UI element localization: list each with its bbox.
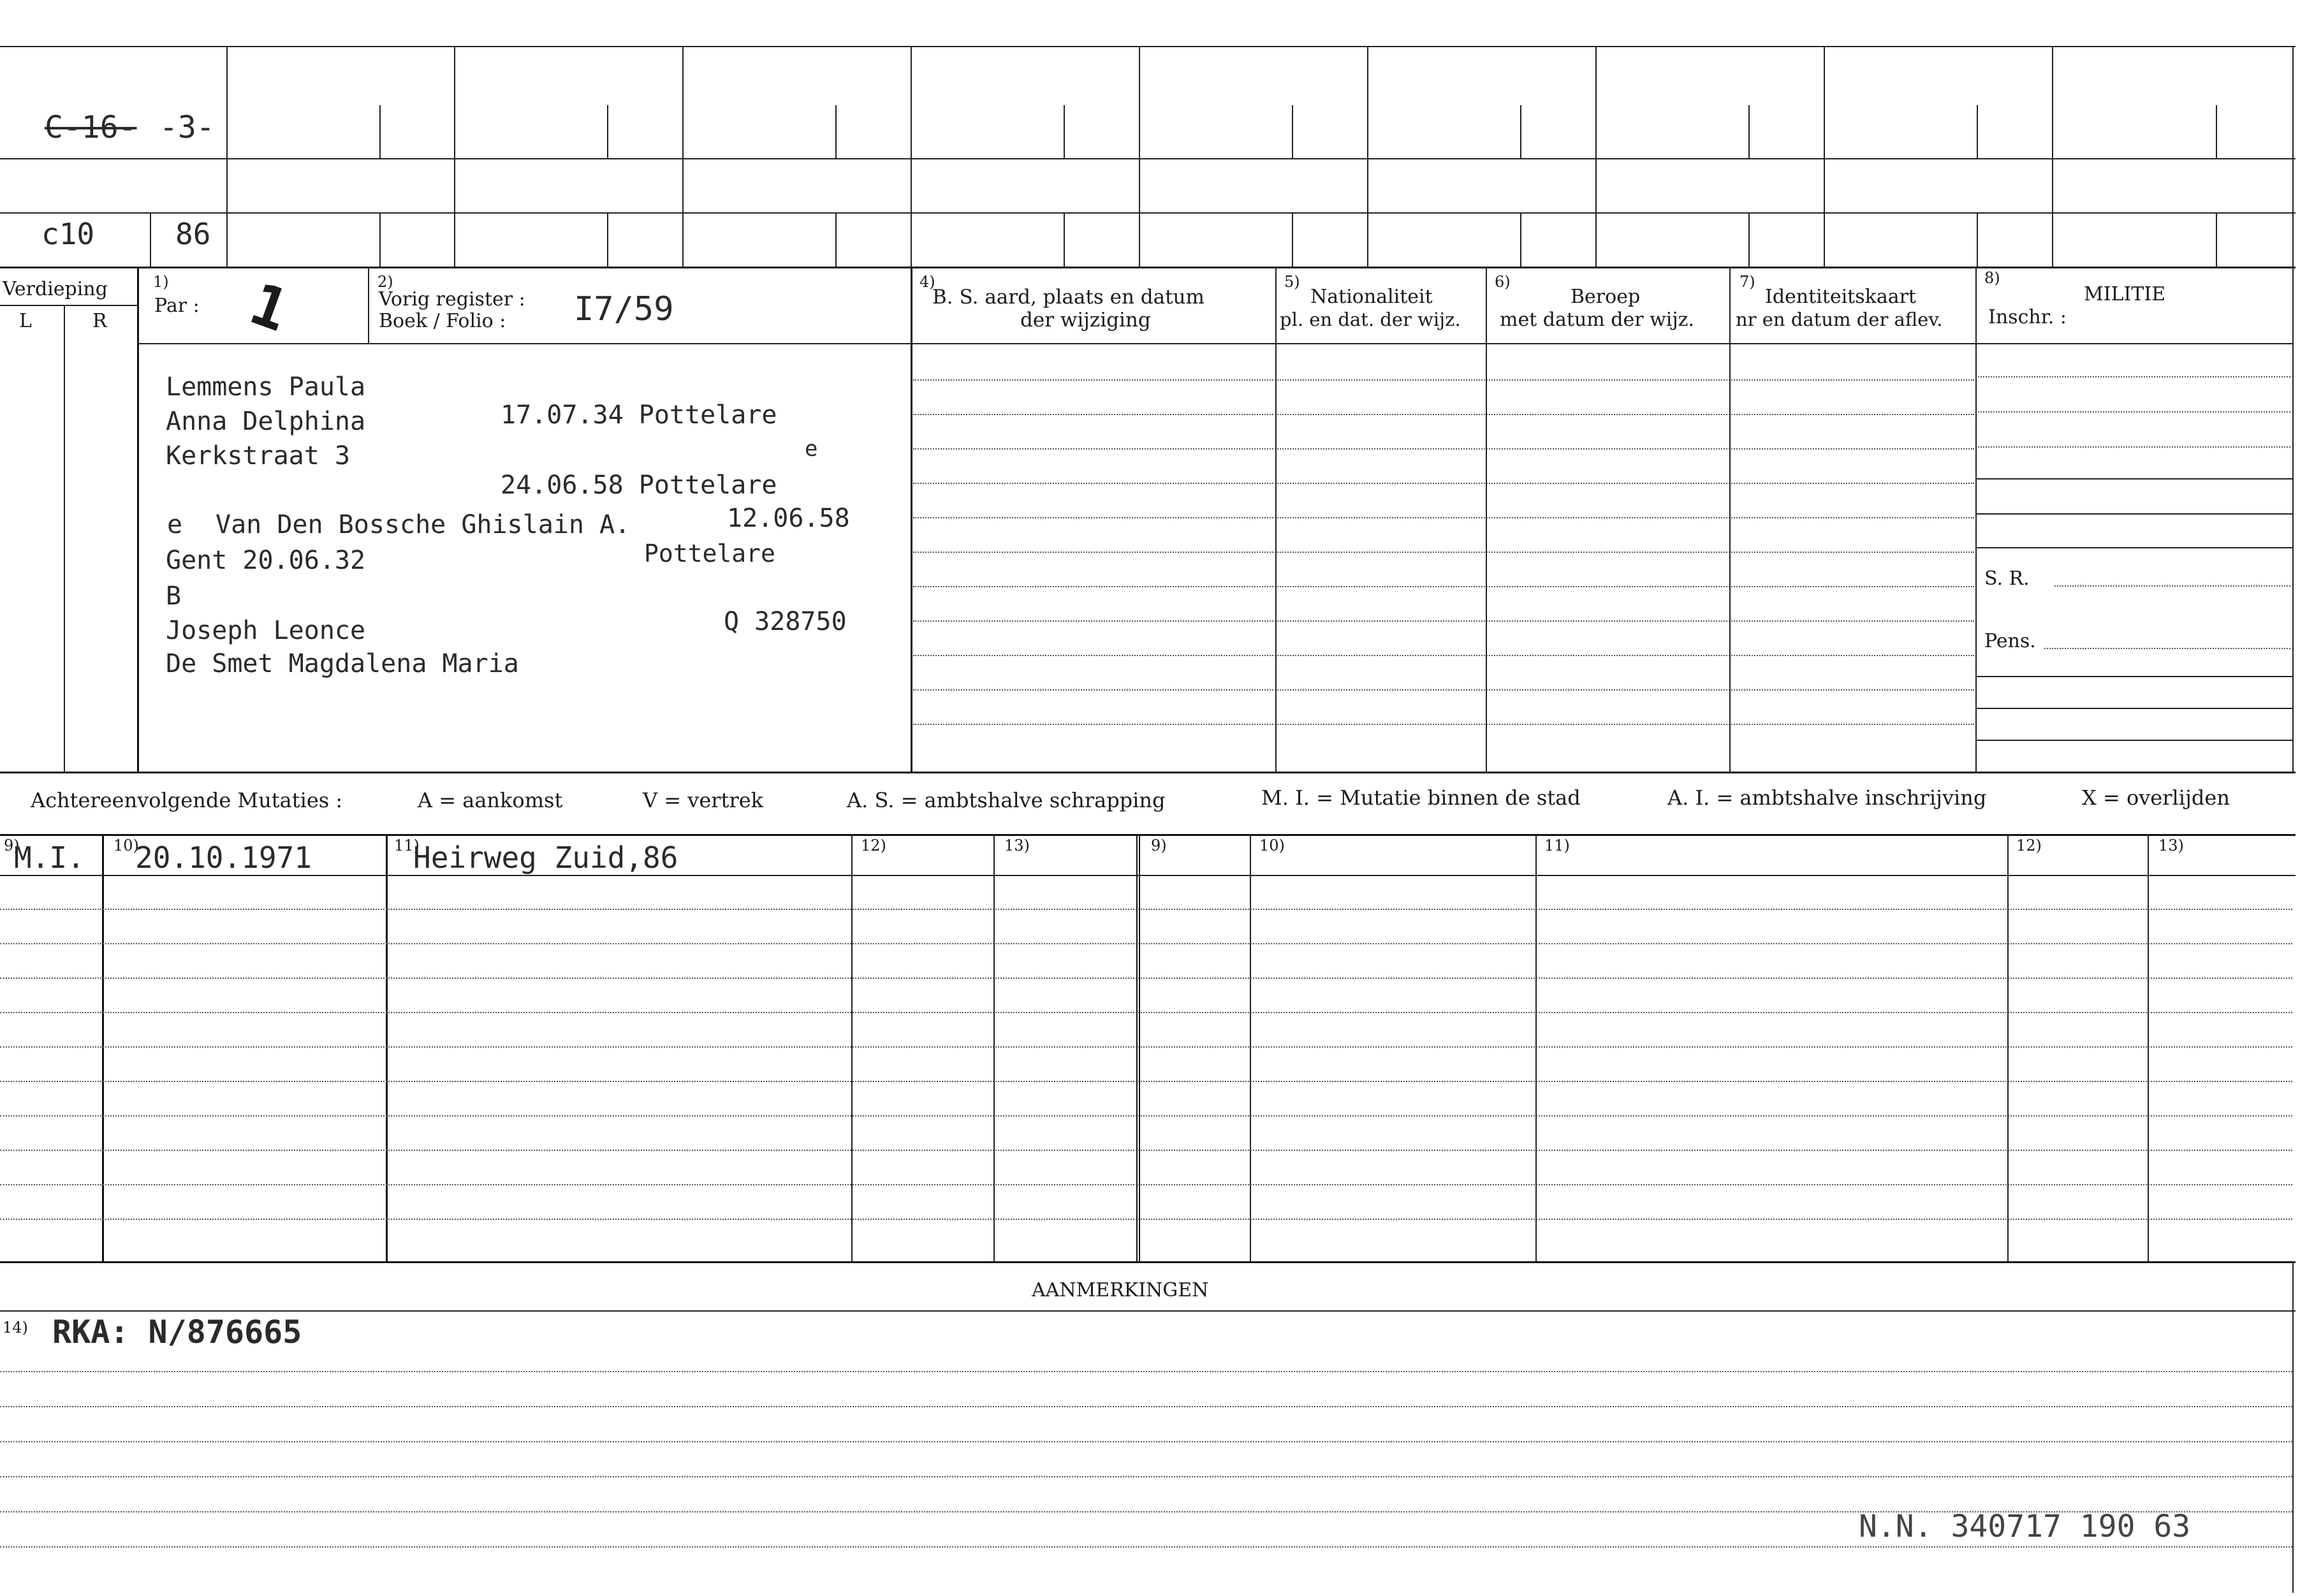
remarks-rka: RKA: N/876665	[52, 1314, 302, 1351]
militie-title: MILITIE	[2084, 283, 2166, 305]
ruled-line	[0, 1546, 2292, 1548]
remarks-title: AANMERKINGEN	[1032, 1279, 1209, 1301]
ruled-line	[0, 943, 2292, 944]
ruled-line	[913, 552, 1974, 553]
mut-col-13-left: 13)	[1004, 837, 1030, 854]
col5-label-1: Nationaliteit	[1310, 286, 1433, 308]
col4-label-2: der wijziging	[1020, 309, 1151, 332]
mut-col-12-left: 12)	[861, 837, 886, 854]
ruled-line	[0, 1511, 2292, 1512]
mutation-date: 20.10.1971	[135, 840, 312, 875]
person-given-names: Anna Delphina	[166, 407, 366, 436]
col8-number: 8)	[1984, 269, 2000, 287]
verdieping-label: Verdieping	[3, 278, 108, 300]
col4-number: 4)	[919, 273, 935, 291]
mut-col-9-left: 9)	[4, 837, 20, 854]
ruled-line	[0, 1115, 2292, 1116]
ruled-line	[913, 379, 1974, 381]
top-code-2: -3-	[159, 110, 215, 145]
person-marriage: 24.06.58 Pottelare	[501, 471, 777, 500]
mut-col-13-right: 13)	[2158, 837, 2184, 854]
col2-label-1: Vorig register :	[379, 288, 525, 311]
person-address: Kerkstraat 3	[166, 441, 350, 471]
ruled-line	[0, 1441, 2292, 1442]
legend-inschrijving: A. I. = ambtshalve inschrijving	[1667, 786, 1987, 810]
spouse-date: 12.06.58	[727, 504, 850, 533]
ruled-line	[0, 909, 2292, 910]
person-mark-e: e	[805, 436, 818, 462]
col2-label-2: Boek / Folio :	[379, 310, 506, 332]
mut-col-10-right: 10)	[1259, 837, 1285, 854]
legend-vertrek: V = vertrek	[643, 788, 764, 812]
legend-schrapping: A. S. = ambtshalve schrapping	[847, 788, 1166, 812]
remarks-nn-number: N.N. 340717 190 63	[1859, 1509, 2191, 1544]
parent-father: Joseph Leonce	[166, 616, 366, 645]
ruled-line	[0, 1150, 2292, 1151]
top-code-3: c10	[41, 217, 95, 251]
col5-label-2: pl. en dat. der wijz.	[1280, 309, 1461, 330]
mut-col-10-left: 10)	[114, 837, 139, 854]
mut-col-12-right: 12)	[2016, 837, 2042, 854]
militie-sr: S. R.	[1984, 567, 2030, 590]
ruled-line	[913, 483, 1974, 484]
ruled-line	[913, 724, 1974, 725]
col6-label-1: Beroep	[1571, 286, 1641, 308]
ruled-line	[0, 1184, 2292, 1185]
person-name: Lemmens Paula	[166, 372, 366, 402]
col1-number: 1)	[153, 273, 169, 291]
col7-label-2: nr en datum der aflev.	[1736, 309, 1943, 330]
mutations-title: Achtereenvolgende Mutaties :	[31, 788, 343, 812]
ruled-line	[0, 1046, 2292, 1048]
ruled-line	[0, 977, 2292, 979]
spouse-name: Van Den Bossche Ghislain A.	[216, 510, 631, 539]
ruled-line	[913, 517, 1974, 518]
mut-col-9-right: 9)	[1151, 837, 1167, 854]
verdieping-l: L	[19, 310, 32, 332]
ruled-line	[0, 1406, 2292, 1407]
spouse-place: Pottelare	[644, 539, 775, 567]
ruled-line	[0, 1012, 2292, 1013]
col4-label-1: B. S. aard, plaats en datum	[932, 286, 1205, 309]
spouse-prefix: e	[167, 510, 183, 539]
militie-inschr: Inschr. :	[1988, 306, 2067, 328]
ruled-line	[913, 689, 1974, 691]
ruled-line	[913, 655, 1974, 656]
col2-number: 2)	[377, 273, 393, 291]
person-birth: 17.07.34 Pottelare	[501, 400, 777, 430]
remarks-number: 14)	[3, 1319, 28, 1336]
legend-aankomst: A = aankomst	[418, 788, 563, 812]
spouse-birth: Gent 20.06.32	[166, 546, 366, 575]
col6-label-2: met datum der wijz.	[1500, 309, 1694, 331]
col1-label: Par :	[154, 295, 200, 317]
col7-label-1: Identiteitskaart	[1765, 286, 1916, 308]
top-code-1: C-16-	[45, 110, 137, 145]
ruled-line	[0, 1081, 2292, 1082]
par-handwritten-mark: 1	[241, 270, 297, 346]
col6-number: 6)	[1495, 273, 1511, 291]
ruled-line	[913, 414, 1974, 415]
parent-mother: De Smet Magdalena Maria	[166, 649, 519, 678]
mut-col-11-right: 11)	[1544, 837, 1570, 854]
top-code-4: 86	[175, 217, 211, 251]
mut-col-11-left: 11)	[394, 837, 420, 854]
legend-overlijden: X = overlijden	[2082, 786, 2230, 810]
ruled-line	[913, 586, 1974, 587]
ruled-line	[913, 448, 1974, 450]
mutation-type: M.I.	[14, 840, 85, 875]
militie-pens: Pens.	[1984, 630, 2036, 652]
ruled-line	[0, 1219, 2292, 1220]
person-letter-b: B	[166, 582, 182, 611]
id-code: Q 328750	[724, 607, 847, 636]
ruled-line	[0, 1371, 2292, 1372]
ruled-line	[0, 1476, 2292, 1477]
ruled-line	[913, 620, 1974, 622]
col5-number: 5)	[1284, 273, 1300, 291]
col7-number: 7)	[1739, 273, 1755, 291]
verdieping-r: R	[92, 310, 107, 332]
legend-mutatie-stad: M. I. = Mutatie binnen de stad	[1261, 786, 1581, 810]
vorig-register-value: I7/59	[574, 290, 674, 328]
mutation-address: Heirweg Zuid,86	[413, 840, 678, 875]
